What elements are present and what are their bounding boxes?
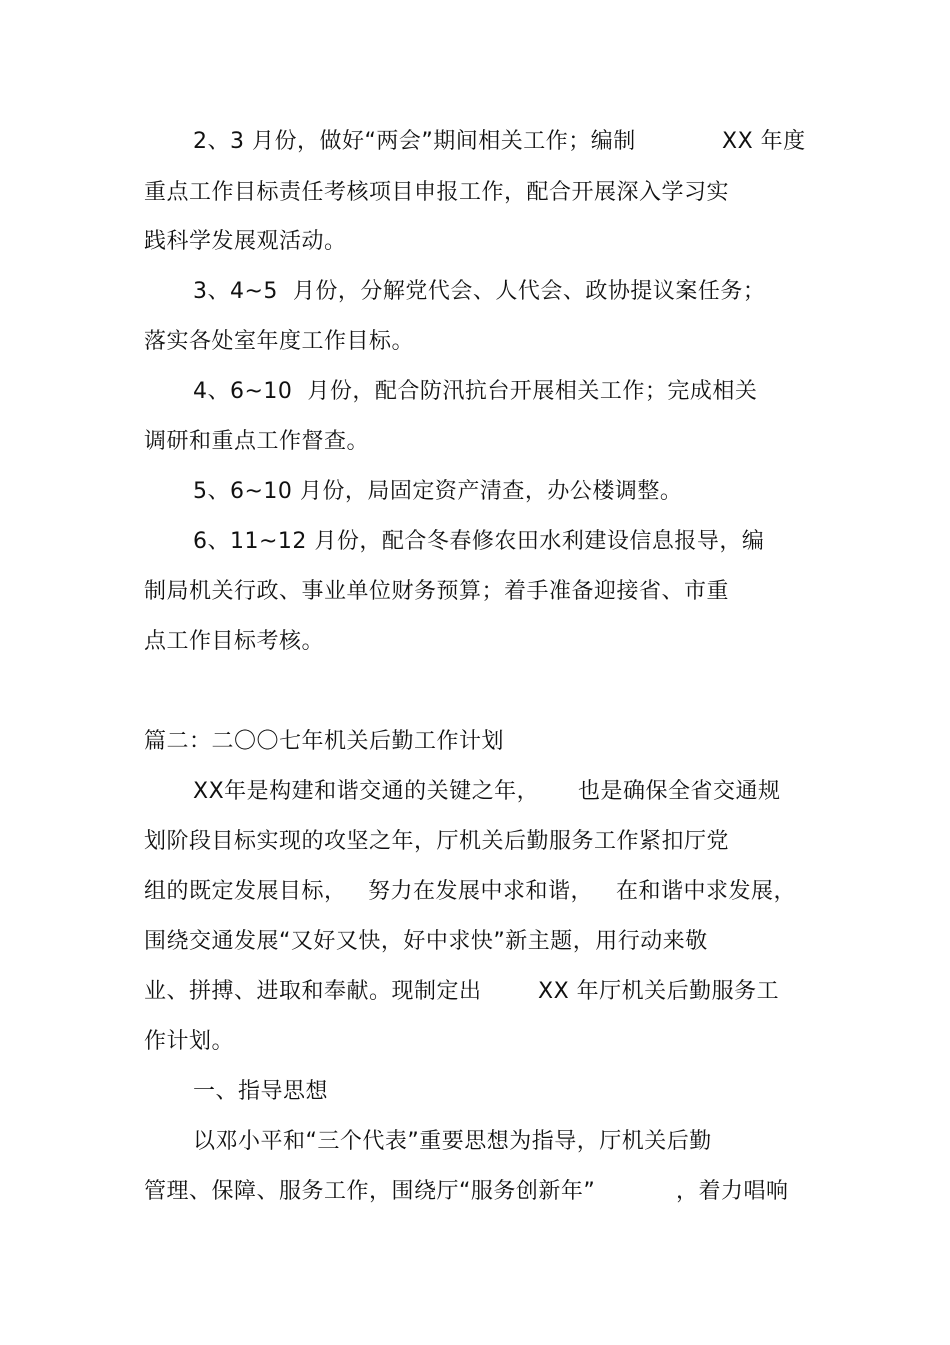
guiding-line-2-tail: ，着力唱响	[676, 1179, 789, 1204]
paragraph-4-line-1: 5、6~10 月份，局固定资产清查，办公楼调整。	[193, 479, 683, 504]
intro-line-5-tail: XX 年厅机关后勤服务工	[538, 979, 780, 1004]
paragraph-1-line-1-tail: XX 年度	[722, 129, 806, 154]
intro-line-2: 划阶段目标实现的攻坚之年，厅机关后勤服务工作紧扣厅党	[144, 829, 730, 854]
intro-line-3-part-1: 组的既定发展目标，	[144, 879, 347, 904]
paragraph-1-line-1: 2、3 月份，做好“两会”期间相关工作；编制	[193, 129, 636, 154]
paragraph-3-line-2: 调研和重点工作督查。	[144, 429, 370, 454]
paragraph-5-line-2: 制局机关行政、事业单位财务预算；着手准备迎接省、市重	[144, 579, 730, 604]
paragraph-1-line-2: 重点工作目标责任考核项目申报工作，配合开展深入学习实	[144, 180, 730, 205]
paragraph-2-line-2: 落实各处室年度工作目标。	[144, 329, 415, 354]
section-title: 篇二：二〇〇七年机关后勤工作计划	[144, 729, 505, 754]
intro-line-3-part-2: 努力在发展中求和谐，	[368, 879, 594, 904]
guiding-line-2: 管理、保障、服务工作，围绕厅“服务创新年”	[144, 1179, 596, 1204]
paragraph-1-line-3: 践科学发展观活动。	[144, 229, 347, 254]
paragraph-5-line-1: 6、11~12 月份，配合冬春修农田水利建设信息报导，编	[193, 529, 765, 554]
subsection-title: 一、指导思想	[193, 1079, 329, 1104]
intro-line-3-part-3: 在和谐中求发展，	[616, 879, 797, 904]
guiding-line-1: 以邓小平和“三个代表”重要思想为指导，厅机关后勤	[193, 1129, 712, 1154]
intro-line-6: 作计划。	[144, 1029, 235, 1054]
intro-line-1-tail: 也是确保全省交通规	[578, 779, 781, 804]
paragraph-3-line-1: 4、6~10 月份，配合防汛抗台开展相关工作；完成相关	[193, 379, 758, 404]
intro-line-4: 围绕交通发展“又好又快，好中求快”新主题，用行动来敬	[144, 929, 708, 954]
intro-line-5: 业、拼搏、进取和奉献。现制定出	[144, 979, 482, 1004]
paragraph-2-line-1: 3、4~5 月份，分解党代会、人代会、政协提议案任务；	[193, 279, 766, 304]
intro-line-1: XX年是构建和谐交通的关键之年，	[193, 779, 540, 804]
paragraph-5-line-3: 点工作目标考核。	[144, 629, 325, 654]
